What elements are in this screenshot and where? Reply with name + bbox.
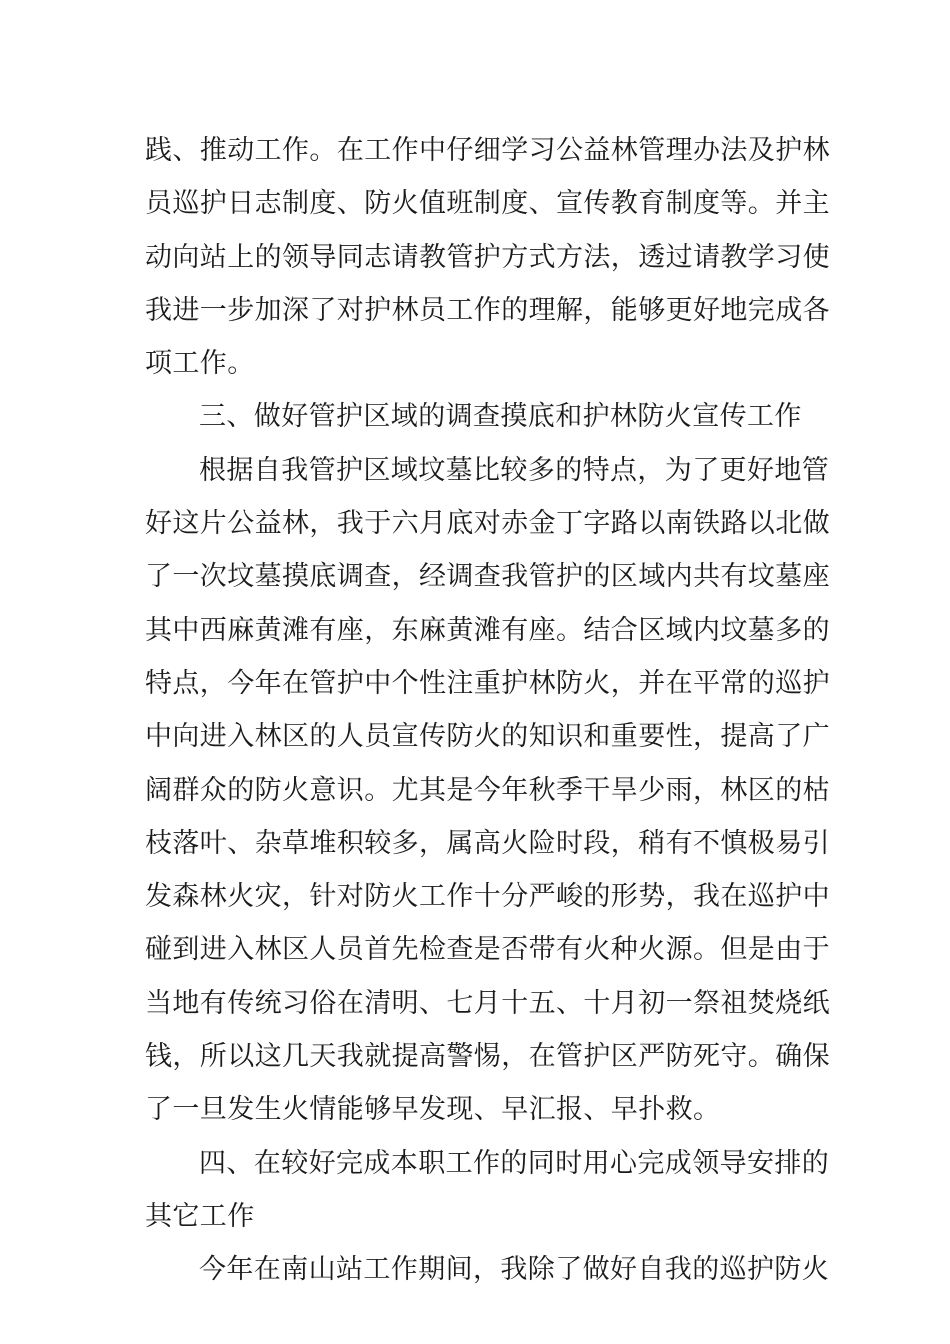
- text-line: 其它工作: [145, 1200, 255, 1232]
- section-heading: 三、做好管护区域的调查摸底和护林防火宣传工作: [199, 401, 802, 433]
- section-heading: 四、在较好完成本职工作的同时用心完成领导安排的: [199, 1147, 830, 1179]
- paragraph-start-line: 今年在南山站工作期间，我除了做好自我的巡护防火: [199, 1254, 830, 1286]
- text-line: 阔群众的防火意识。尤其是今年秋季干旱少雨，林区的枯: [145, 774, 830, 806]
- text-line: 钱，所以这几天我就提高警惕，在管护区严防死守。确保: [145, 1041, 830, 1073]
- text-line: 我进一步加深了对护林员工作的理解，能够更好地完成各: [145, 294, 830, 326]
- text-line: 其中西麻黄滩有座，东麻黄滩有座。结合区域内坟墓多的: [145, 614, 830, 646]
- text-line: 碰到进入林区人员首先检查是否带有火种火源。但是由于: [145, 934, 830, 966]
- text-line: 项工作。: [145, 348, 255, 380]
- text-line: 了一旦发生火情能够早发现、早汇报、早扑救。: [145, 1094, 721, 1126]
- paragraph-start-line: 根据自我管护区域坟墓比较多的特点，为了更好地管: [199, 454, 830, 486]
- text-line: 员巡护日志制度、防火值班制度、宣传教育制度等。并主: [145, 188, 830, 220]
- text-line: 发森林火灾，针对防火工作十分严峻的形势，我在巡护中: [145, 881, 830, 913]
- text-line: 动向站上的领导同志请教管护方式方法，透过请教学习使: [145, 241, 830, 273]
- document-body: [145, 124, 830, 1297]
- text-line: 枝落叶、杂草堆积较多，属高火险时段，稍有不慎极易引: [145, 827, 830, 859]
- text-line: 好这片公益林，我于六月底对赤金丁字路以南铁路以北做: [145, 508, 830, 540]
- text-line: 特点，今年在管护中个性注重护林防火，并在平常的巡护: [145, 667, 830, 699]
- text-line: 了一次坟墓摸底调查，经调查我管护的区域内共有坟墓座: [145, 561, 830, 593]
- text-line: 当地有传统习俗在清明、七月十五、十月初一祭祖焚烧纸: [145, 987, 830, 1019]
- text-line: 践、推动工作。在工作中仔细学习公益林管理办法及护林: [145, 135, 830, 166]
- text-line: 中向进入林区的人员宣传防火的知识和重要性，提高了广: [145, 721, 830, 753]
